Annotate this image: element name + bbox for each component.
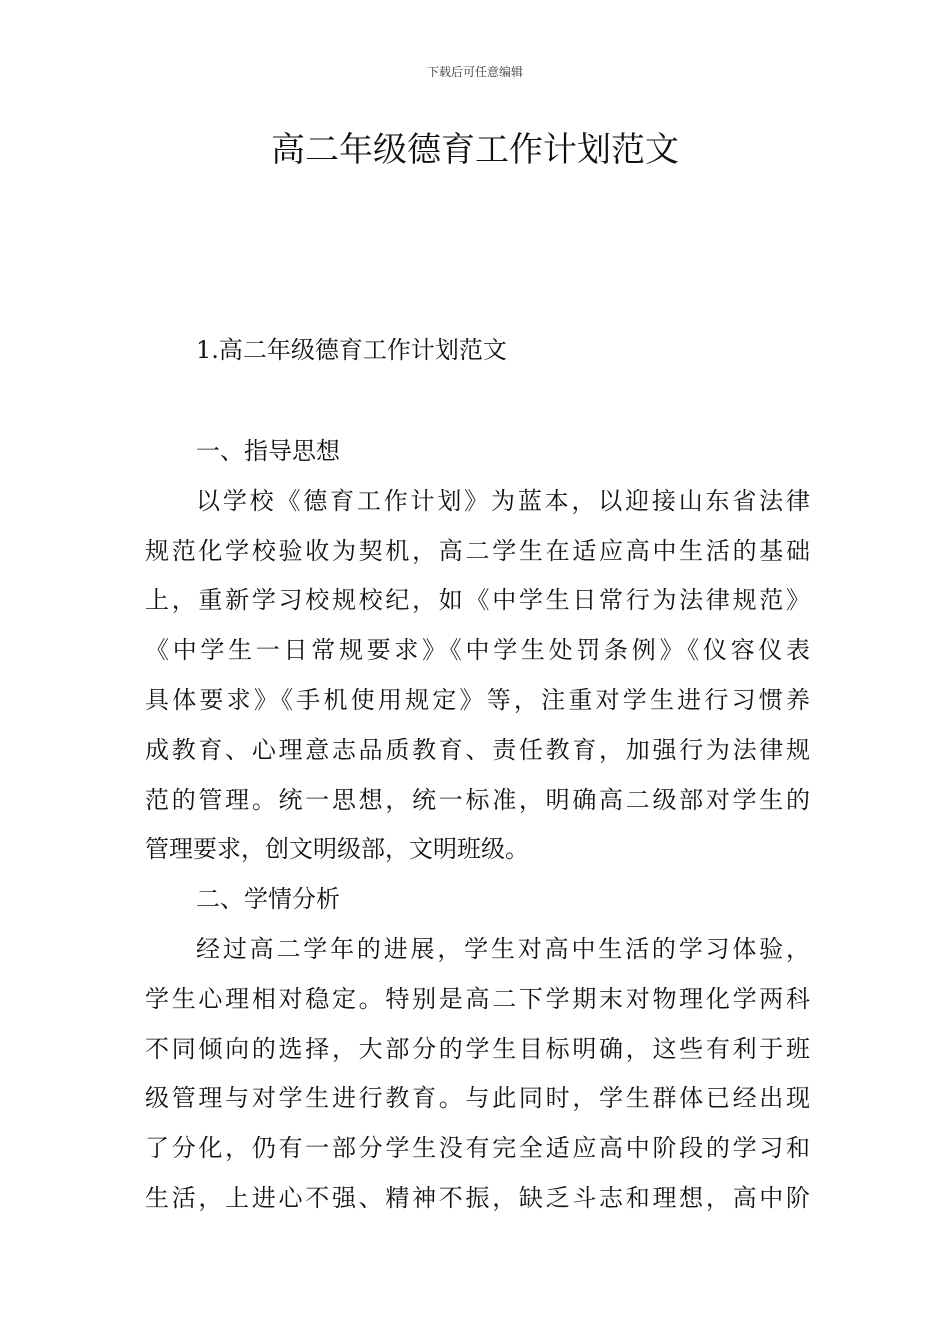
- section-heading: 二、学情分析: [196, 885, 340, 914]
- paragraph-line: 范的管理。统一思想，统一标准，明确高二级部对学生的: [145, 785, 810, 814]
- paragraph-line: 经过高二学年的进展，学生对高中生活的学习体验，: [196, 934, 810, 963]
- paragraph-line: 学生心理相对稳定。特别是高二下学期末对物理化学两科: [145, 984, 810, 1013]
- header-note: 下载后可任意编辑: [426, 65, 523, 79]
- paragraph-line: 级管理与对学生进行教育。与此同时，学生群体已经出现: [145, 1084, 810, 1113]
- paragraph-line: 管理要求，创文明级部，文明班级。: [145, 835, 529, 864]
- document-title: 高二年级德育工作计划范文: [271, 130, 679, 170]
- paragraph-line: 具体要求》《手机使用规定》等，注重对学生进行习惯养: [145, 685, 810, 714]
- paragraph-line: 规范化学校验收为契机，高二学生在适应高中生活的基础: [145, 536, 810, 565]
- document-body: [145, 427, 810, 1224]
- paragraph-line: 成教育、心理意志品质教育、责任教育，加强行为法律规: [145, 735, 810, 764]
- paragraph-line: 《中学生一日常规要求》《中学生处罚条例》《仪容仪表: [145, 636, 810, 665]
- paragraph-line: 生活，上进心不强、精神不振，缺乏斗志和理想，高中阶: [145, 1183, 810, 1212]
- paragraph-line: 以学校《德育工作计划》为蓝本，以迎接山东省法律: [196, 486, 810, 515]
- paragraph-line: 上，重新学习校规校纪，如《中学生日常行为法律规范》: [145, 586, 810, 615]
- paragraph-line: 不同倾向的选择，大部分的学生目标明确，这些有利于班: [145, 1034, 810, 1063]
- section-subtitle: 1.高二年级德育工作计划范文: [196, 336, 507, 364]
- paragraph-line: 了分化，仍有一部分学生没有完全适应高中阶段的学习和: [145, 1134, 810, 1163]
- section-heading: 一、指导思想: [196, 437, 340, 465]
